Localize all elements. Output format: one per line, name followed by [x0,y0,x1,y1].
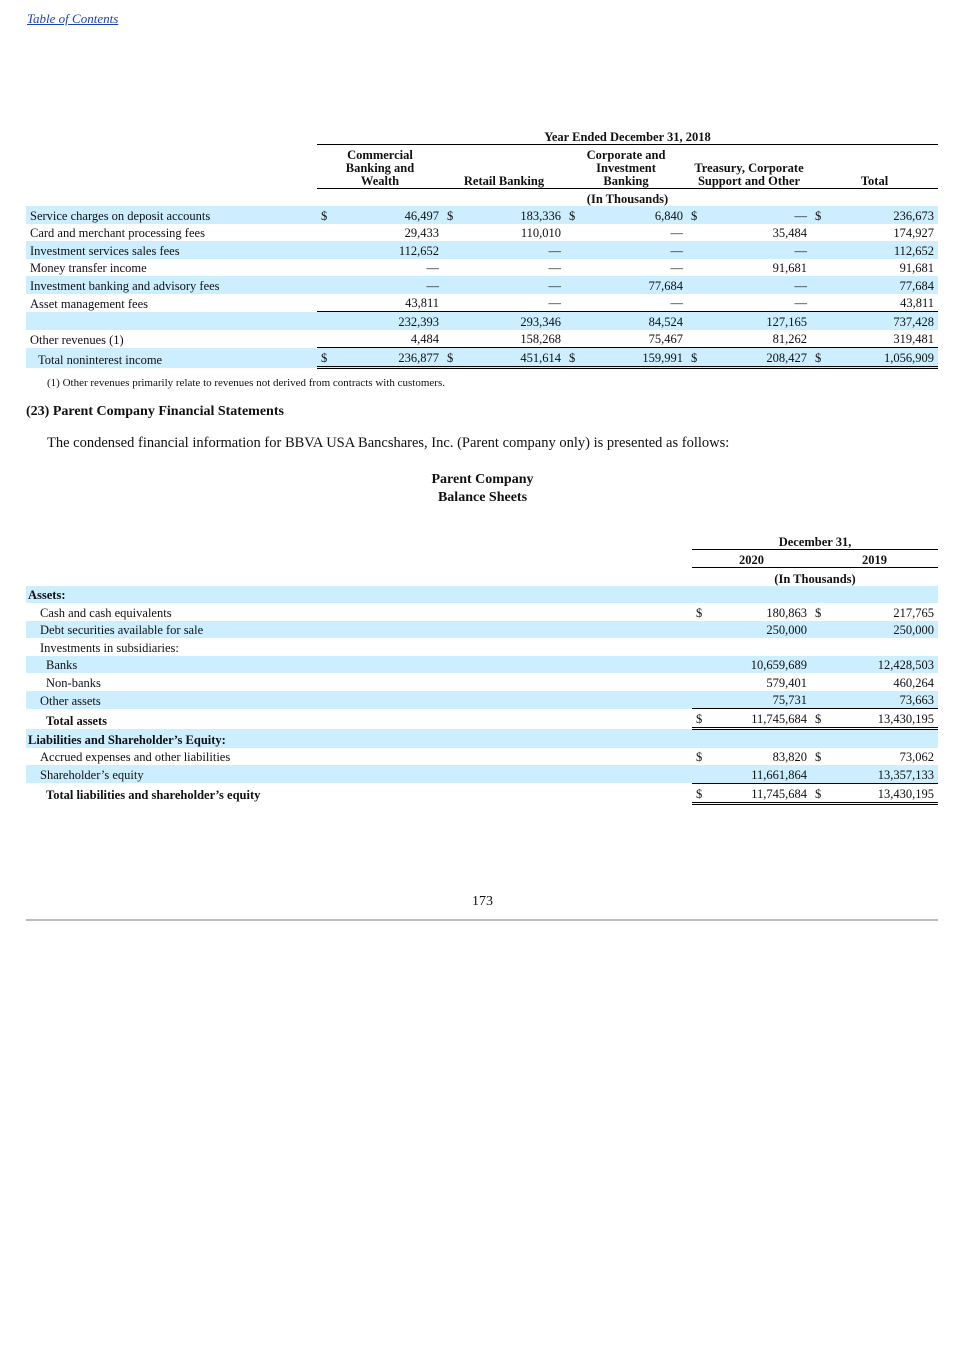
currency-symbol [443,312,458,330]
currency-symbol: $ [565,206,580,224]
table-row [26,729,938,748]
intro-paragraph: The condensed financial information for BBVA USA Bancshares, Inc. (Parent company only) is presented as follows: [47,435,730,451]
currency-symbol [443,259,458,277]
currency-symbol: $ [815,750,822,764]
table-row [26,586,938,604]
cell-value: — [702,206,811,224]
cell-value: 217,765 [893,605,935,620]
table-row [26,330,938,348]
currency-symbol [687,294,702,312]
currency-symbol [317,259,333,277]
cell-value [711,586,811,604]
currency-symbol [692,673,711,691]
row-label: Investment services sales fees [26,241,317,259]
currency-symbol: $ [692,783,711,803]
currency-symbol [565,276,580,294]
cell-value: 158,268 [458,330,565,348]
currency-symbol [811,765,827,783]
currency-symbol [317,294,333,312]
currency-symbol [687,312,702,330]
statement-title: Parent Company [431,472,534,487]
page-number: 173 [472,894,493,909]
cell-value: 11,745,684 [711,783,811,803]
cell-value [711,729,811,748]
currency-symbol [811,673,827,691]
currency-symbol [565,330,580,348]
cell-value [827,729,938,748]
table-row [26,709,938,729]
currency-symbol [692,586,711,604]
cell-value: 112,652 [333,241,443,259]
currency-symbol: $ [687,206,702,224]
currency-symbol [687,224,702,242]
cell-value: 183,336 [458,206,565,224]
cell-value: 319,481 [828,330,938,348]
row-label: Investments in subsidiaries: [40,640,179,655]
table-row [26,241,938,259]
currency-symbol [565,241,580,259]
row-label: Accrued expenses and other liabilities [40,750,231,764]
currency-symbol [317,312,333,330]
row-label: Total noninterest income [26,348,317,368]
table-row [26,783,938,803]
row-label [26,312,317,330]
cell-value: 208,427 [702,348,811,368]
col-header-commercial: Commercial Banking and Wealth [317,144,443,188]
table-row [26,673,938,691]
cell-value: 236,877 [333,348,443,368]
currency-symbol [811,586,827,604]
table-row [26,638,938,656]
currency-symbol: $ [317,348,333,368]
currency-symbol [811,691,827,709]
cell-value: 83,820 [772,750,807,764]
cell-value: 75,731 [711,691,811,709]
cell-value: 73,062 [899,750,935,764]
page-divider [26,919,938,921]
cell-value: 293,346 [458,312,565,330]
cell-value: 180,863 [766,605,807,620]
currency-symbol [317,224,333,242]
currency-symbol [443,330,458,348]
cell-value: 13,430,195 [827,709,938,729]
cell-value [711,638,811,656]
section-title: (23) Parent Company Financial Statements [26,404,284,419]
cell-value: 236,673 [828,206,938,224]
cell-value: 91,681 [772,261,807,275]
currency-symbol: $ [317,206,333,224]
cell-value: 159,991 [580,348,687,368]
row-label: Debt securities available for sale [26,621,692,639]
currency-symbol: $ [687,348,702,368]
cell-value: 174,927 [893,226,935,240]
cell-value: 127,165 [702,312,811,330]
year-header-2020: 2020 [692,549,811,568]
currency-symbol: $ [692,709,711,729]
table-of-contents-link[interactable]: Table of Contents [27,11,119,26]
row-label: Total assets [46,713,108,728]
currency-symbol: $ [811,348,828,368]
cell-value [827,586,938,604]
cell-value: — [333,276,443,294]
period-header: Year Ended December 31, 2018 [317,126,938,144]
row-label: Investment banking and advisory fees [26,276,317,294]
statement-subtitle: Balance Sheets [437,490,528,505]
currency-symbol [811,259,828,277]
cell-value: — [548,296,561,310]
cell-value: 46,497 [333,206,443,224]
table-row [26,259,938,277]
currency-symbol [443,276,458,294]
cell-value: 91,681 [899,261,935,275]
currency-symbol [687,241,702,259]
cell-value: — [702,276,811,294]
currency-symbol [687,259,702,277]
currency-symbol [811,656,827,674]
cell-value: 112,652 [828,241,938,259]
currency-symbol [811,224,828,242]
currency-symbol [317,241,333,259]
currency-symbol: $ [811,709,827,729]
col-header-retail: Retail Banking [443,144,565,188]
currency-symbol [811,638,827,656]
currency-symbol [443,294,458,312]
table-row [26,312,938,330]
balance-sheet-table [26,531,938,805]
noninterest-income-table [26,126,938,369]
currency-symbol [565,312,580,330]
cell-value: 75,467 [580,330,687,348]
currency-symbol [692,638,711,656]
table-row [26,656,938,674]
currency-symbol [317,330,333,348]
table-row [26,294,938,312]
currency-symbol [443,224,458,242]
cell-value: 110,010 [520,226,561,240]
currency-symbol [811,621,827,639]
row-label: Service charges on deposit accounts [26,206,317,224]
currency-symbol [687,330,702,348]
cell-value: 737,428 [828,312,938,330]
currency-symbol: $ [696,605,703,620]
table-row [26,765,938,783]
cell-value: — [794,296,807,310]
footnote: (1) Other revenues primarily relate to revenues not derived from contracts with customers. [47,377,445,389]
row-label: Card and merchant processing fees [30,226,205,240]
cell-value: 81,262 [702,330,811,348]
table-row [26,348,938,368]
cell-value: 77,684 [580,276,687,294]
table-row [26,603,938,621]
currency-symbol [692,691,711,709]
currency-symbol [692,656,711,674]
row-label: Non-banks [46,675,101,690]
cell-value: — [458,276,565,294]
cell-value: — [702,241,811,259]
row-label: Other assets [26,691,692,709]
cell-value: 6,840 [580,206,687,224]
cell-value: 1,056,909 [828,348,938,368]
row-label: Banks [26,656,692,674]
currency-symbol: $ [696,750,703,764]
currency-symbol: $ [565,348,580,368]
cell-value: 250,000 [827,621,938,639]
cell-value: — [548,261,561,275]
currency-symbol [811,276,828,294]
currency-symbol [692,729,711,748]
cell-value: 12,428,503 [827,656,938,674]
cell-value: 10,659,689 [711,656,811,674]
cell-value: 13,430,195 [827,783,938,803]
row-label: Liabilities and Shareholder’s Equity: [26,729,692,748]
cell-value: 451,614 [458,348,565,368]
table-row [26,621,938,639]
date-header: December 31, [692,531,938,549]
row-label: Cash and cash equivalents [40,605,172,620]
col-header-total: Total [811,144,938,188]
currency-symbol: $ [815,605,822,620]
currency-symbol [565,259,580,277]
row-label: Assets: [26,586,692,604]
cell-value: 11,661,864 [711,765,811,783]
currency-symbol [687,276,702,294]
cell-value: 43,811 [405,296,439,310]
cell-value: — [458,241,565,259]
col-header-corporate: Corporate and Investment Banking [565,144,687,188]
year-header-2019: 2019 [811,549,938,568]
currency-symbol [811,330,828,348]
currency-symbol [811,241,828,259]
cell-value [827,638,938,656]
cell-value: 77,684 [828,276,938,294]
cell-value: 232,393 [333,312,443,330]
units-header: (In Thousands) [586,192,669,206]
table-row [26,224,938,242]
currency-symbol: $ [811,783,827,803]
table-row [26,691,938,709]
currency-symbol: $ [443,206,458,224]
currency-symbol [692,621,711,639]
currency-symbol [565,224,580,242]
currency-symbol [565,294,580,312]
currency-symbol [692,765,711,783]
cell-value: — [580,241,687,259]
cell-value: 35,484 [772,226,807,240]
bs-units-header: (In Thousands) [774,571,856,586]
cell-value: — [670,296,683,310]
cell-value: 250,000 [711,621,811,639]
currency-symbol: $ [811,206,828,224]
table-row [26,206,938,224]
cell-value: 4,484 [333,330,443,348]
cell-value: — [670,226,683,240]
cell-value: 579,401 [766,675,807,690]
table-row [26,748,938,766]
currency-symbol [443,241,458,259]
row-label: Total liabilities and shareholder’s equity [46,788,261,802]
currency-symbol [811,729,827,748]
row-label: Asset management fees [30,296,149,311]
cell-value: — [670,261,683,275]
cell-value: 43,811 [900,296,935,310]
cell-value: 73,663 [827,691,938,709]
currency-symbol: $ [443,348,458,368]
cell-value: 29,433 [404,226,439,240]
currency-symbol [317,276,333,294]
row-label: Other revenues (1) [30,332,124,347]
cell-value: 460,264 [893,675,935,690]
cell-value: — [426,261,439,275]
col-header-treasury: Treasury, Corporate Support and Other [687,144,811,188]
row-label: Shareholder’s equity [26,765,692,783]
currency-symbol [811,294,828,312]
row-label: Money transfer income [30,261,147,275]
cell-value: 11,745,684 [711,709,811,729]
cell-value: 84,524 [580,312,687,330]
table-row [26,276,938,294]
cell-value: 13,357,133 [827,765,938,783]
currency-symbol [811,312,828,330]
